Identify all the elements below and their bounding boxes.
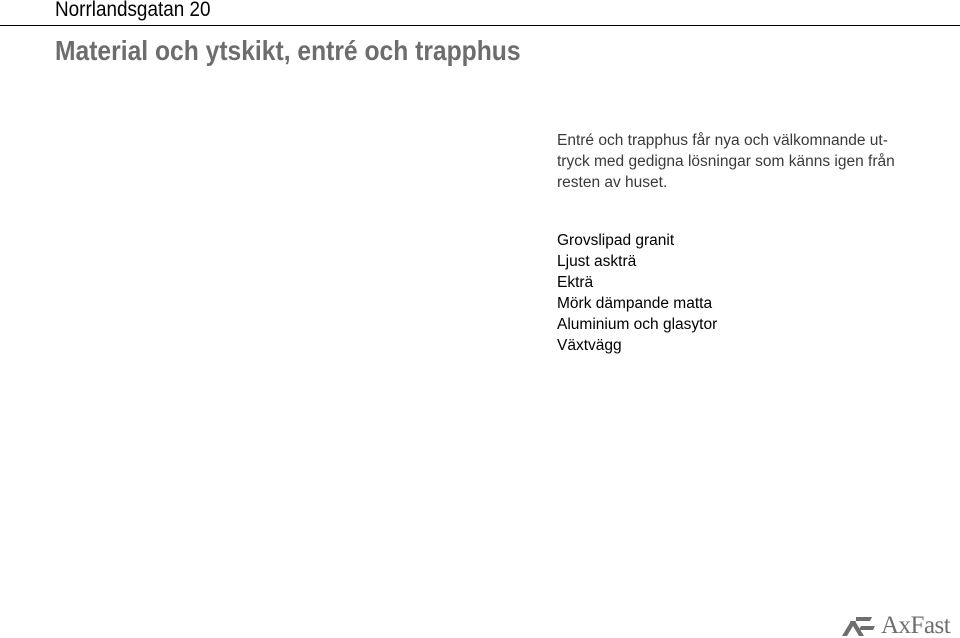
page-title: Material och ytskikt, entré och trapphus [55, 35, 521, 66]
document-header-title: Norrlandsgatan 20 [55, 0, 211, 21]
intro-line: tryck med gedigna lösningar som känns igen från [557, 153, 895, 170]
material-item: Växtvägg [557, 337, 622, 354]
header-divider [0, 25, 960, 26]
intro-line: resten av huset. [557, 174, 668, 191]
material-item: Ljust askträ [557, 253, 637, 270]
axfast-logo-mark-icon [842, 615, 878, 637]
axfast-logo [842, 612, 960, 638]
material-item: Aluminium och glasytor [557, 316, 718, 333]
intro-paragraph [557, 130, 957, 193]
intro-line: Entré och trapphus får nya och välkomnande ut- [557, 132, 888, 149]
axfast-logo-wordmark: AxFast [881, 612, 951, 638]
material-item: Ekträ [557, 274, 594, 291]
material-item: Grovslipad granit [557, 232, 675, 249]
materials-list [557, 230, 717, 356]
material-item: Mörk dämpande matta [557, 295, 713, 312]
